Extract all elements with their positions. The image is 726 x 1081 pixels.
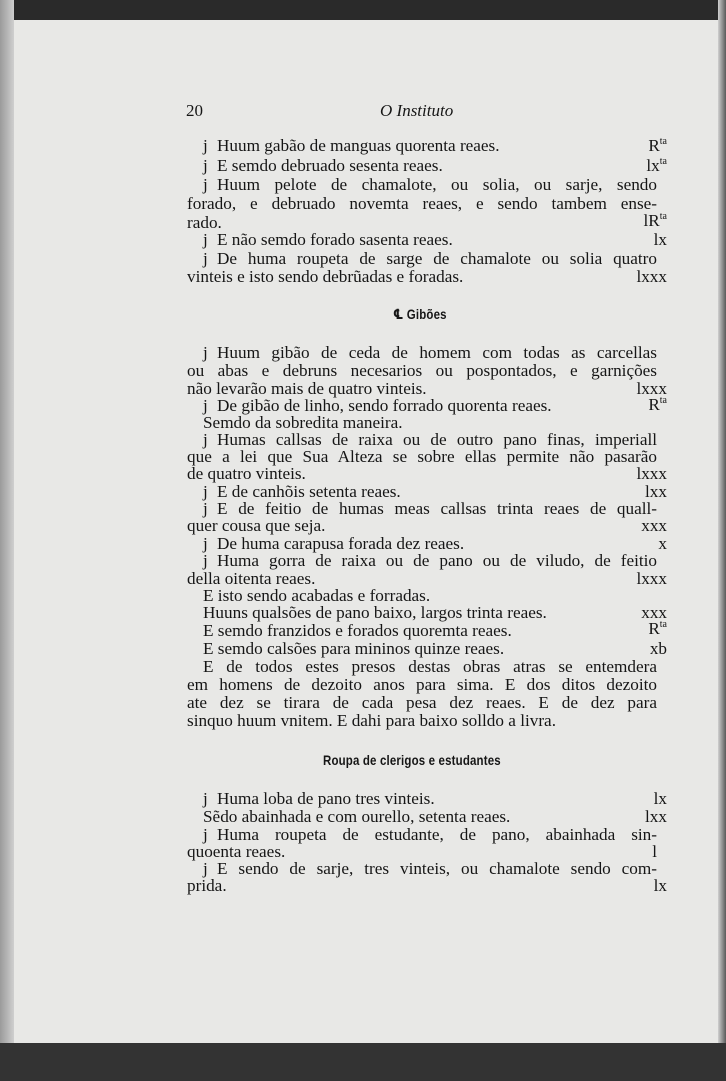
- value-mark: l: [652, 842, 657, 861]
- text-line: prida.: [187, 876, 227, 895]
- text-line: Huuns qualsões de pano baixo, largos trinta reaes.: [203, 603, 547, 622]
- value-mark: xxx: [641, 603, 667, 622]
- text-line: della oitenta reaes.: [187, 569, 316, 588]
- text-line: forado, e debruado novemta reaes, e sendo tambem ense-: [187, 194, 657, 213]
- section-heading-giboes: ℄ Gibões: [393, 306, 447, 322]
- text-line: vinteis e isto sendo debrũadas e foradas.: [187, 267, 464, 286]
- value-mark: lxxx: [636, 379, 667, 398]
- text-line: j Humas callsas de raixa ou de outro pano finas, imperiall: [203, 430, 657, 449]
- text-line: j Huum gibão de ceda de homem com todas as carcellas: [203, 343, 657, 362]
- value-mark: lx: [653, 230, 667, 249]
- value-mark: x: [658, 534, 667, 553]
- text-line: Semdo da sobredita maneira.: [203, 413, 403, 432]
- text-line: j De huma carapusa forada dez reaes.: [203, 534, 465, 553]
- value-mark: $R^{ta}$: [648, 619, 667, 638]
- section-heading-roupa: Roupa de clerigos e estudantes: [323, 752, 501, 768]
- page-top-edge: [0, 0, 726, 20]
- text-line: que a lei que Sua Alteza se sobre ellas permite não pasarão: [187, 447, 657, 466]
- text-line: j Huma loba de pano tres vinteis.: [203, 789, 435, 808]
- text-line: rado.: [187, 213, 222, 232]
- text-line: de quatro vinteis.: [187, 464, 306, 483]
- text-line: j Huma roupeta de estudante, de pano, abainhada sin-: [203, 825, 657, 844]
- text-line: E isto sendo acabadas e forradas.: [203, 586, 431, 605]
- text-line: sinquo huum vnitem. E dahi para baixo solldo a livra.: [187, 711, 556, 730]
- text-line: E de todos estes presos destas obras atras se entemdera: [203, 657, 657, 676]
- value-mark: lxx: [645, 807, 667, 826]
- value-mark: $R^{ta}$: [648, 395, 667, 414]
- value-mark: $lx^{ta}$: [646, 156, 667, 175]
- value-mark: $R^{ta}$: [648, 136, 667, 155]
- text-line: j E semdo debruado sesenta reaes.: [203, 156, 443, 175]
- value-mark: $lR^{ta}$: [643, 211, 667, 230]
- text-line: ou abas e debruns necesarios ou pospontados, e garnições: [187, 361, 657, 380]
- text-line: j De huma roupeta de sarge de chamalote ou solia quatro: [203, 249, 657, 268]
- text-line: não levarão mais de quatro vinteis.: [187, 379, 427, 398]
- value-mark: xb: [649, 639, 667, 658]
- text-line: j E de canhõis setenta reaes.: [203, 482, 401, 501]
- text-line: j De gibão de linho, sendo forrado quorenta reaes.: [203, 396, 552, 415]
- text-line: j Huma gorra de raixa ou de pano ou de viludo, de feitio: [203, 551, 657, 570]
- running-title: O Instituto: [380, 101, 454, 120]
- text-line: quoenta reaes.: [187, 842, 286, 861]
- text-line: j Huum pelote de chamalote, ou solia, ou sarje, sendo: [203, 175, 657, 194]
- text-line: Sẽdo abainhada e com ourello, setenta reaes.: [203, 807, 511, 826]
- text-line: quer cousa que seja.: [187, 516, 326, 535]
- text-line: ate dez se tirara de cada pesa dez reaes. E de dez para: [187, 693, 657, 712]
- value-mark: lxxx: [636, 267, 667, 286]
- value-mark: xxx: [641, 516, 667, 535]
- text-line: em homens de dezoito anos para sima. E dos ditos dezoito: [187, 675, 657, 694]
- value-mark: lx: [653, 876, 667, 895]
- page-binding-edge: [0, 0, 14, 1081]
- text-line: j E sendo de sarje, tres vinteis, ou chamalote sendo com-: [203, 859, 657, 878]
- text-line: E semdo calsões para mininos quinze reaes.: [203, 639, 505, 658]
- text-line: j E não semdo forado sasenta reaes.: [203, 230, 453, 249]
- page-right-edge: [718, 0, 726, 1081]
- value-mark: lxxx: [636, 464, 667, 483]
- text-line: j E de feitio de humas meas callsas trinta reaes de quall-: [203, 499, 657, 518]
- text-line: j Huum gabão de manguas quorenta reaes.: [203, 136, 500, 155]
- value-mark: lxx: [645, 482, 667, 501]
- value-mark: lxxx: [636, 569, 667, 588]
- page-bottom-edge: [0, 1043, 726, 1081]
- page-number: 20: [186, 101, 203, 120]
- value-mark: lx: [653, 789, 667, 808]
- text-line: E semdo franzidos e forados quoremta reaes.: [203, 621, 512, 640]
